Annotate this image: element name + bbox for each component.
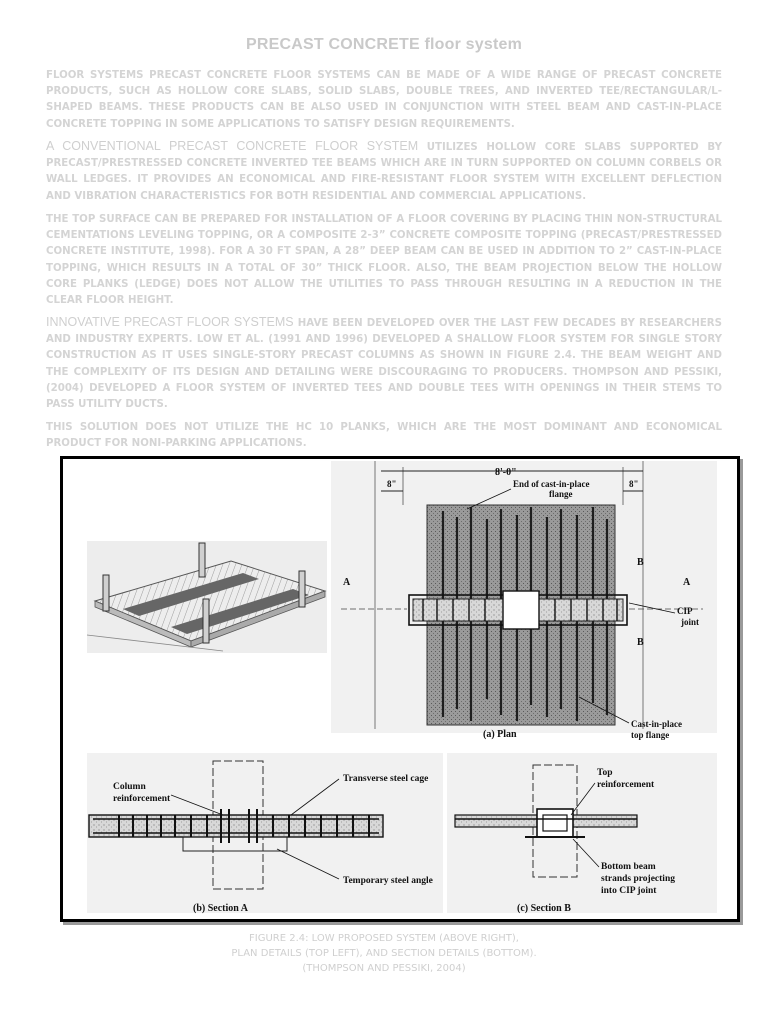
paragraph-innovative bbox=[46, 314, 722, 413]
section-a-label-cage: Transverse steel cage bbox=[343, 774, 429, 784]
paragraph-body: FLOOR SYSTEMS PRECAST CONCRETE FLOOR SYSTEMS CAN BE MADE OF A WIDE RANGE OF PRECAST CONCRETE PRODUCTS, SUCH AS HOLLOW CORE SLABS, SOLID SLABS, DOUBLE TREES, AND INVERTED TEE/RECTANGULAR/L-SHAPED BEAMS. THESE PRODUCTS CAN BE ALSO USED IN CONJUNCTION WITH STEEL BEAM AND CAST-IN-PLACE CONCRETE TOPPING IN SOME APPLICATIONS TO SATISFY DESIGN REQUIREMENTS. bbox=[46, 70, 722, 130]
plan-label-topflange-line1: Cast-in-place bbox=[631, 719, 682, 729]
section-b-subcaption: (c) Section B bbox=[517, 903, 571, 914]
isometric-sketch bbox=[87, 541, 327, 653]
figure-frame bbox=[60, 456, 740, 922]
plan-label-flange-end-line2: flange bbox=[549, 489, 573, 499]
section-b-label-top-line1: Top bbox=[597, 768, 613, 778]
section-a-view bbox=[87, 753, 443, 914]
plan-dim-right: 8" bbox=[629, 479, 639, 489]
figure-caption-line1: FIGURE 2.4: LOW PROPOSED SYSTEM (ABOVE RIGHT), bbox=[249, 933, 519, 944]
section-a-label-column-line1: Column bbox=[113, 782, 146, 792]
figure-caption-line2: PLAN DETAILS (TOP LEFT), AND SECTION DETAILS (BOTTOM). bbox=[231, 948, 537, 959]
section-a-label-column-line2: reinforcement bbox=[113, 794, 171, 804]
paragraph-body: THIS SOLUTION DOES NOT UTILIZE THE HC 10 PLANKS, WHICH ARE THE MOST DOMINANT AND ECONOMICAL PRODUCT FOR NONI-PARKING APPLICATIONS. bbox=[46, 422, 722, 450]
page-title: PRECAST CONCRETE floor system bbox=[245, 36, 523, 53]
paragraph-lead: INNOVATIVE PRECAST FLOOR SYSTEMS bbox=[46, 315, 294, 329]
plan-subcaption: (a) Plan bbox=[483, 729, 517, 740]
plan-section-a-right: A bbox=[683, 577, 691, 588]
section-b-label-strands-line3: into CIP joint bbox=[601, 886, 657, 896]
plan-section-b-bottom: B bbox=[637, 637, 644, 648]
figure-caption-line3: (THOMPSON AND PESSIKI, 2004) bbox=[302, 963, 466, 974]
section-b-label-strands-line1: Bottom beam bbox=[601, 862, 656, 872]
section-b-label-top-line2: reinforcement bbox=[597, 780, 655, 790]
section-b-label-strands-line2: strands projecting bbox=[601, 874, 675, 884]
section-b-view bbox=[447, 753, 717, 914]
paragraph-body: HAVE BEEN DEVELOPED OVER THE LAST FEW DECADES BY RESEARCHERS AND INDUSTRY EXPERTS. LOW ET AL. (1991 AND 1996) DEVELOPED A SHALLOW FLOOR SYSTEM FOR SINGLE STORY CONSTRUCTION AS IT USES SINGLE-STORY PRECAST COLUMNS AS SHOWN IN FIGURE 2.4. THE BEAM WEIGHT AND THE COMPLEXITY OF ITS DESIGN AND DETAILING WERE DISCOURAGING TO PRODUCERS. THOMPSON AND PESSIKI, (2004) DEVELOPED A FLOOR SYSTEM OF INVERTED TEES AND DOUBLE TEES WITH OPENINGS IN THEIR STEMS TO PASS UTILITY DUCTS. bbox=[46, 318, 722, 411]
figure-drawing bbox=[63, 459, 737, 919]
plan-label-topflange-line2: top flange bbox=[631, 730, 670, 740]
paragraph-solution bbox=[46, 418, 722, 452]
plan-label-flange-end-line1: End of cast-in-place bbox=[513, 479, 590, 489]
paragraph-body: UTILIZES HOLLOW CORE SLABS SUPPORTED BY PRECAST/PRESTRESSED CONCRETE INVERTED TEE BEAMS WHICH ARE IN TURN SUPPORTED ON COLUMN CORBELS OR WALL LEDGES. IT PROVIDES AN ECONOMICAL AND FIRE-RESISTANT FLOOR SYSTEM WITH EXCELLENT DEFLECTION AND VIBRATION CHARACTERISTICS FOR BOTH RESIDENTIAL AND COMMERCIAL APPLICATIONS. bbox=[46, 142, 722, 202]
paragraph-body: THE TOP SURFACE CAN BE PREPARED FOR INSTALLATION OF A FLOOR COVERING BY PLACING THIN NON-STRUCTURAL CEMENTATIONS LEVELING TOPPING, OR A COMPOSITE 2-3” CONCRETE COMPOSITE TOPPING (PRECAST/PRESTRESSED CONCRETE INSTITUTE, 1998). FOR A 30 FT SPAN, A 28” DEEP BEAM CAN BE USED IN ADDITION TO 2” CAST-IN-PLACE TOPPING, WHICH RESULTS IN A TOTAL OF 30” THICK FLOOR. ALSO, THE BEAM PROJECTION BELOW THE HOLLOW CORE PLANKS (LEDGE) DOES NOT ALLOW THE UTILITIES TO PASS THROUGH RESULTING IN A REDUCTION IN THE CLEAR FLOOR HEIGHT. bbox=[46, 214, 722, 307]
paragraph-top-surface bbox=[46, 210, 722, 309]
paragraph-floor-systems bbox=[46, 66, 722, 133]
plan-dim-total: 8'-0" bbox=[495, 467, 517, 478]
paragraph-lead: A CONVENTIONAL PRECAST CONCRETE FLOOR SYSTEM bbox=[46, 139, 419, 153]
plan-view bbox=[331, 461, 717, 740]
section-a-subcaption: (b) Section A bbox=[193, 903, 248, 914]
plan-label-cip-line1: CIP bbox=[677, 606, 693, 616]
section-a-label-angle: Temporary steel angle bbox=[343, 876, 433, 886]
plan-label-cip-line2: joint bbox=[681, 617, 699, 627]
plan-dim-left: 8" bbox=[387, 479, 397, 489]
paragraph-conventional bbox=[46, 138, 722, 205]
plan-section-b-top: B bbox=[637, 557, 644, 568]
plan-section-a-left: A bbox=[343, 577, 351, 588]
